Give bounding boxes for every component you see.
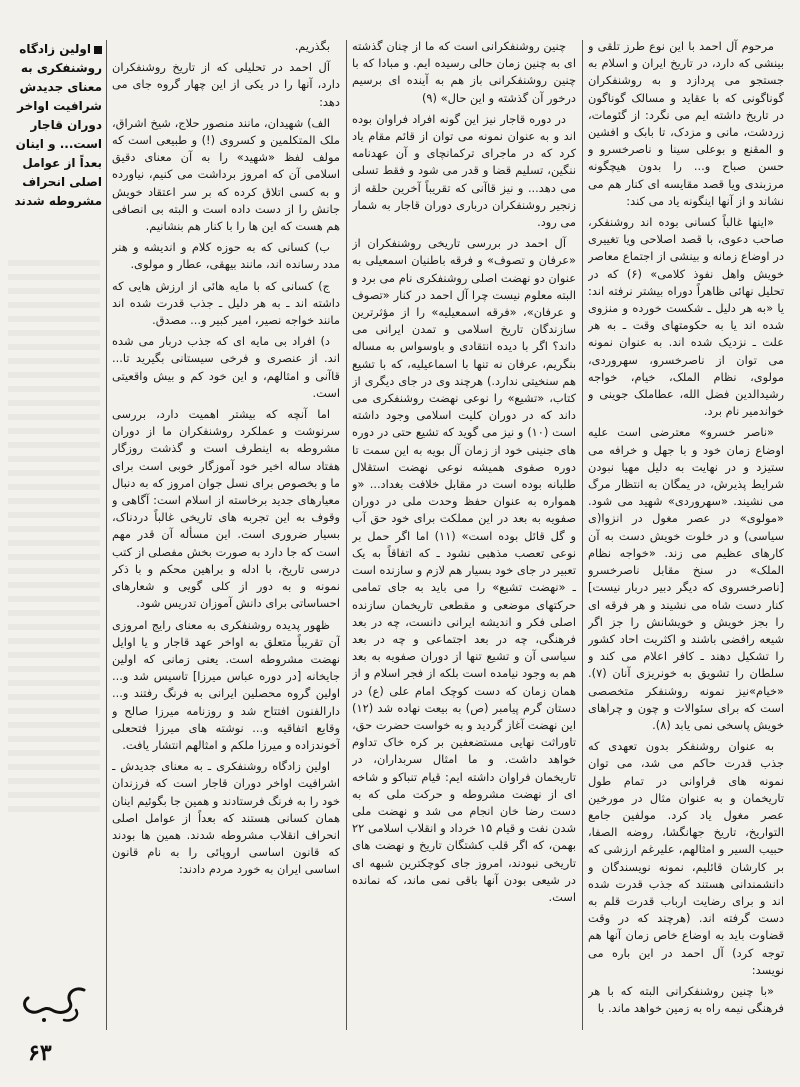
text-column-right [588, 38, 784, 1038]
paragraph: در دوره قاجار نیز این گونه افراد فراوان بوده اند و به عنوان نمونه می توان از قائم مقام یاد کرد که در ماجرای ترکمانچای و آن عهدنامه ننگین، تسلیم قضا و قدر می شود و فقط تسلی می دهد... و نیز قاآنی که تقریباً آخرین حلقه از زنجیر روشنفکران درباری دوران قاجار به شمار می رود. [352, 111, 576, 230]
background-texture [8, 260, 100, 820]
paragraph: اولین زادگاه روشنفکری ـ به معنای جدیدش ـ اشرافیت اواخر دوران قاجار است که فرزندان خود را به فرنگ فرستادند و همین جا بگوئیم اینان همان کسانی هستند که بعداً از عوامل اصلی انحراف انقلاب مشروطه شدند. همین ها بودند که قانون اساسی اروپائی را به نام قانون اساسی ایران به خورد مردم دادند: [112, 759, 340, 877]
text-column-middle [352, 38, 576, 1038]
text-column-left [112, 38, 340, 1038]
column-divider [106, 40, 107, 1030]
paragraph: چنین روشنفکرانی است که ما از چنان گذشته ای به چنین زمان حالی رسیده ایم. و مبادا که با چنین روشنفکرانی باز هم به آینده ای برسیم درخور آن گذشته و این حال» (۹) [352, 39, 576, 105]
paragraph: ج) کسانی که با مایه هائی از ارزش هایی که داشته اند ـ به هر دلیل ـ جذب قدرت شده اند مانند خواجه نصیر، امیر کبیر و... مصدق. [112, 278, 340, 328]
paragraph: بگذریم. [294, 39, 330, 53]
paragraph: «اینها غالباً کسانی بوده اند روشنفکر، صاحب دعوی، با قصد اصلاحی ویا تغییری در اوضاع زمانه و بینشی از اجتماع معاصر خویش واهل نفوذ کلامی» (۶) که در تحلیل نهائی ظاهراً دوراه بیشتر نرفته اند: یا «به هر دلیل ـ شکست خورده و منزوی شده اند یا به حکومتهای وقت ـ به هر علت ـ نزدیک شده اند. به عنوان نمونه می توان از ناصرخسرو، سهروردی، مولوی، نظام الملک، خیام، خواجه رشیدالدین فضل الله، عطاملک جوینی و خواندمیر نام برد. [588, 215, 784, 419]
pull-quote [6, 40, 102, 211]
bullet-square-icon [94, 46, 102, 54]
paragraph: به عنوان روشنفکر بدون تعهدی که جذب قدرت حاکم می شد، می توان نمونه های فراوانی در تمام طول تاریخمان و به عنوان مثال در مورخین عصر مغول یاد کرد. مولفین جامع التواریخ، تاریخ جهانگشا، روضه الصفا، حبیب السیر و امثالهم، علیرغم ارزشی که بر کارشان قائلیم، نمونه نویسندگان و دانشمندانی هستند که جذب قدرت شده اند و برای رضایت ارباب قدرت قلم به دست گرفته اند. (هرچند که در وقت قضاوت باید به اوضاع خاص زمان آنها هم توجه کرد) آل احمد در این باره می نویسد: [588, 739, 784, 977]
paragraph: الف) شهیدان، مانند منصور حلاج، شیخ اشراق، ملک المتکلمین و کسروی (!) و طبیعی است که مولف لفظ «شهید» را به آن معنای دقیق اسلامی آن که امروز برداشت می کنیم، نیاورده و به کسی اتلاق کرده که بر سر اعتقاد خویش جانش را از دست داده است و البته بی انصافی هم هست که این ها را با کنار هم بنشانیم. [112, 115, 340, 234]
magazine-logo [14, 980, 94, 1026]
paragraph: آل احمد در بررسی تاریخی روشنفکران از «عرفان و تصوف» و فرقه باطنیان اسمعیلی به عنوان دو نهضت اصلی روشنفکری نام می برد و البته معلوم نیست چرا آل احمد در کنار «تصوف و عرفان»، «فرقه اسمعیلیه» را از مؤثرترین سازندگان تاریخ اسلامی و تمدن ایرانی می داند؟ اگر با دیده انتقادی و باوسواس به مساله بنگریم، عرفان نه تنها با اسماعیلیه، که با تشیع هم سنخیتی ندارد.) هرچند وی در جای دیگری از کتاب، «تشیع» را نوعی نهضت روشنفکری می داند که در دوران کلیت اسلامی وجود داشته است (۱۰) و نیز می گوید که تشیع حتی در دوره های جنینی خود از زمان آل بویه به این سمت تا دوره صفوی همیشه نوعی نهضت استقلال طلبانه بوده است در مقابل خلافت بغداد... «و همواره به عنوان حفظ وحدت ملی در دوران صفویه به بعد در این مملکت برای خود حق آب و گل قائل بوده است» (۱۱) اما اگر حمل بر نوعی تعصب مذهبی نشود ـ که اتفاقاً به یک تعبیر در جای خود بسیار هم لازم و سازنده است ـ «نهضت تشیع» را می باید به جای تمامی حرکتهای موضعی و مقطعی تاریخمان سازنده اصلی فکر و اندیشه ایرانی دانست، چه در بعد فرهنگی، چه در بعد اجتماعی و چه در بعد سیاسی آن و تشیع تنها از دوران صفویه به بعد هم به وجود نیامده است بلکه از فجر اسلام و از همان زمان که دست کوچک امام علی (ع) در دستان گرم پیامبر (ص) به بیعت نهاده شد (۱۲) این نهضت آغاز گردید و به خواست حضرت حق، تاوراثت نهایی مستضعفین بر کره خاک تداوم خواهد داشت. و ما امثال سربداران، در تاریخمان فراوان داشته ایم: قیام تنباکو و شاخه ای از نهضت مشروطه و حرکت ملی که به دست رضا خان انجام می شد و نهضت ملی شدن نفت و قیام ۱۵ خرداد و انقلاب اسلامی ۲۲ بهمن، که اگر قلب کشتگان تاریخ و نهضت های تاریخی نبودند، امروز جای کوچکترین شبهه ای در شیعی بودن آنها باقی نمی ماند، که نمانده است. [352, 236, 576, 904]
paragraph: ب) کسانی که به حوزه کلام و اندیشه و هنر مدد رسانده اند، مانند بیهقی، عطار و مولوی. [112, 240, 340, 272]
paragraph: ظهور پدیده روشنفکری به معنای رایج امروزی آن تقریباً متعلق به اواخر عهد قاجار و یا اوایل نهضت مشروطه است. یعنی زمانی که اولین جایخانه [در دوره عباس میرزا] تاسیس شد و... اولین گروه محصلین ایرانی به فرنگ رفتند و... دارالفنون افتتاح شد و روزنامه میرزا صالح و وقایع اتفاقیه و... نوشته های میرزا فتحعلی آخوندزاده و میرزا ملکم و امثالهم انتشار یافت. [112, 617, 340, 752]
column-divider [582, 40, 583, 1030]
column-divider [346, 40, 347, 1030]
paragraph: اما آنچه که بیشتر اهمیت دارد، بررسی سرنوشت و عملکرد روشنفکران ما از دوران مشروطه به اینطرف است و گذشت روزگار هفتاد ساله اخیر خود آموزگار خوبی است برای ما و بخصوص برای نسل جوان امروز که به دنبال معیارهای جدید برخاسته از اسلام است: آگاهی و وقوف به این تجربه های تاریخی غالباً دردناک، بسیار ضروری است. این مسأله آن قدر مهم است که جا دارد به صورت بخش مفصلی از کتب درسی تاریخ، با ادله و براهین محکم و با ذکر نمونه و به دور از کلی گویی و شعارهای احساساتی برای دانش آموزان تدریس شود. [112, 407, 340, 611]
pull-quote-text: اولین زادگاه روشنفکری به معنای جدیدش شرافیت اواخر دوران قاجار است... و اینان بعداً از عوامل اصلی انحراف مشروطه شدند [14, 42, 102, 208]
paragraph: «با چنین روشنفکرانی البته که با هر فرهنگی نیمه راه به زمین خواهد ماند. با [588, 983, 784, 1016]
paragraph: مرحوم آل احمد با این نوع طرز تلقی و بینشی که دارد، در تاریخ ایران و اسلام به جستجو می پردازد و به روشنفکران گوناگونی که با عقاید و مسالک گوناگون در تاریخ داشته ایم می نگرد: از گئومات، زردشت، مانی و مزدک، تا بابک و افشین و المقنع و بوعلی سینا و ناصرخسرو و حسن صباح و... را بدون هیچگونه مرزبندی ویا قصد مقایسه ای کنار هم می نشاند و از آنها اینگونه یاد می کند: [588, 39, 784, 208]
page-number: ۶۳ [28, 1040, 52, 1066]
paragraph: «ناصر خسرو» معترضی است علیه اوضاع زمان خود و با جهل و خرافه می ستیزد و در نهایت به دلیل مهیا نبودن شرایط پذیرش، در یمگان به انتظار مرگ می نشیند. «سهروردی» شهید می شود. «مولوی» در عصر مغول در انزوا(ی سیاسی) و در خلوت خویش دست به آن کارهای عظیم می زند. «خواجه نظام الملک» در سنخ مقابل ناصرخسرو [ناصرخسروی که دیگر دبیر دربار نیست] کنار دست شاه می نشیند و هر فرقه ای را بجز خویش و خویشانش را جز اگر شیعه رافضی باشند و اکثریت احاد کشور را تشکیل دهند ـ کافر اعلام می کند و سلطان را تشویق به خونریزی آنان (۷). «خیام»نیز نمونه روشنفکر متخصصی است که برای سئوالات و چون و چراهای خویش پاسخی نمی یابد (۸). [588, 425, 784, 732]
paragraph: د) افراد بی مایه ای که جذب دربار می شده اند. از عنصری و فرخی سیستانی بگیرید تا... قاآنی و امثالهم، و این خود کم و بیش واقعیتی است. [112, 334, 340, 400]
paragraph: آل احمد در تحلیلی که از تاریخ روشنفکران دارد، آنها را در یکی از این چهار گروه جای می دهد: [112, 60, 340, 109]
